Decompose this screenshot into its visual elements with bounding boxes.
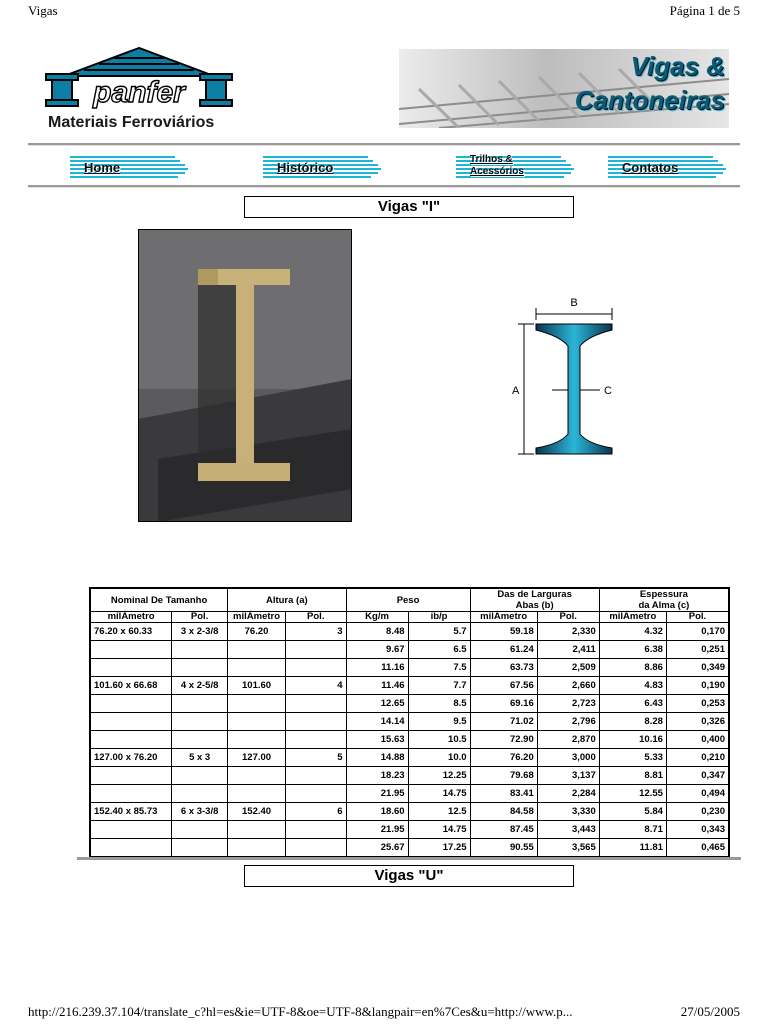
table-cell: 59.18 — [470, 623, 537, 641]
table-cell: 9.5 — [408, 713, 470, 731]
table-cell: 21.95 — [346, 785, 408, 803]
col-group-nominal: Nominal De Tamanho — [90, 588, 228, 612]
table-cell: 0,170 — [666, 623, 729, 641]
table-cell: 101.60 x 66.68 — [90, 677, 172, 695]
table-cell: 4 — [285, 677, 346, 695]
nav-contatos-label[interactable]: Contatos — [622, 160, 679, 175]
table-cell: 8.86 — [599, 659, 666, 677]
table-cell: 21.95 — [346, 821, 408, 839]
table-cell — [228, 713, 286, 731]
table-row — [90, 749, 729, 767]
table-cell — [285, 695, 346, 713]
table-cell: 0,253 — [666, 695, 729, 713]
table-subheader-cell: milÂmetro — [228, 612, 286, 623]
table-cell — [228, 695, 286, 713]
table-cell: 5.33 — [599, 749, 666, 767]
table-cell: 3,000 — [537, 749, 599, 767]
table-row — [90, 767, 729, 785]
table-cell — [172, 839, 228, 858]
table-cell: 0,210 — [666, 749, 729, 767]
print-header-page: Página 1 de 5 — [669, 3, 740, 18]
nav-home-button[interactable] — [70, 154, 188, 180]
table-cell: 5 x 3 — [172, 749, 228, 767]
table-cell — [285, 641, 346, 659]
table-cell: 3 — [285, 623, 346, 641]
table-cell — [285, 659, 346, 677]
nav-historico-button[interactable] — [263, 154, 381, 180]
i-beam-photo — [138, 229, 352, 522]
table-cell: 6 — [285, 803, 346, 821]
table-cell: 10.0 — [408, 749, 470, 767]
table-row — [90, 839, 729, 858]
table-cell: 12.65 — [346, 695, 408, 713]
table-body — [90, 623, 729, 858]
table-cell: 3,565 — [537, 839, 599, 858]
table-cell: 17.25 — [408, 839, 470, 858]
table-cell: 3,330 — [537, 803, 599, 821]
table-cell: 127.00 — [228, 749, 286, 767]
table-subheader-cell: Pol. — [285, 612, 346, 623]
table-subheader-cell: milÂmetro — [599, 612, 666, 623]
table-cell: 12.25 — [408, 767, 470, 785]
table-cell: 76.20 — [228, 623, 286, 641]
table-cell: 7.5 — [408, 659, 470, 677]
table-cell: 152.40 — [228, 803, 286, 821]
table-cell — [285, 713, 346, 731]
table-cell — [90, 731, 172, 749]
table-cell: 87.45 — [470, 821, 537, 839]
table-cell: 5.84 — [599, 803, 666, 821]
banner-title-line1: Vigas & — [630, 51, 725, 81]
table-cell: 0,251 — [666, 641, 729, 659]
table-cell: 12.55 — [599, 785, 666, 803]
table-subheader-cell: ib/p — [408, 612, 470, 623]
col-group-peso: Peso — [346, 588, 470, 612]
header-banner — [399, 49, 729, 128]
table-cell — [285, 767, 346, 785]
table-cell — [228, 785, 286, 803]
table-cell: 11.46 — [346, 677, 408, 695]
table-bottom-rule — [77, 857, 741, 860]
table-cell: 2,723 — [537, 695, 599, 713]
table-cell — [228, 821, 286, 839]
table-cell: 11.81 — [599, 839, 666, 858]
table-cell: 7.7 — [408, 677, 470, 695]
table-cell — [172, 767, 228, 785]
col-group-espessura-alma-line2: da Alma (c) — [638, 600, 690, 611]
table-cell: 11.16 — [346, 659, 408, 677]
table-cell: 0,400 — [666, 731, 729, 749]
table-cell — [90, 713, 172, 731]
table-cell: 61.24 — [470, 641, 537, 659]
table-cell: 14.75 — [408, 821, 470, 839]
table-cell: 25.67 — [346, 839, 408, 858]
table-cell: 9.67 — [346, 641, 408, 659]
table-cell: 2,509 — [537, 659, 599, 677]
print-header — [0, 0, 768, 22]
table-cell: 76.20 — [470, 749, 537, 767]
table-subheader-cell: Kg/m — [346, 612, 408, 623]
table-cell: 8.48 — [346, 623, 408, 641]
table-cell — [90, 821, 172, 839]
print-footer-date: 27/05/2005 — [680, 1004, 740, 1019]
table-subheader-cell: Pol. — [172, 612, 228, 623]
table-cell: 0,190 — [666, 677, 729, 695]
vigas-i-table — [89, 587, 730, 858]
table-cell: 0,494 — [666, 785, 729, 803]
table-cell: 8.71 — [599, 821, 666, 839]
table-cell: 79.68 — [470, 767, 537, 785]
table-cell: 71.02 — [470, 713, 537, 731]
table-row — [90, 659, 729, 677]
nav-home-label[interactable]: Home — [84, 160, 121, 175]
table-cell — [228, 839, 286, 858]
section-title-vigas-u: Vigas "U" — [244, 865, 574, 887]
table-cell: 15.63 — [346, 731, 408, 749]
table-cell: 8.28 — [599, 713, 666, 731]
col-group-largura-abas-line1: Das de Larguras — [497, 589, 572, 600]
table-cell: 76.20 x 60.33 — [90, 623, 172, 641]
i-beam-diagram — [508, 290, 638, 460]
table-cell: 63.73 — [470, 659, 537, 677]
table-row — [90, 695, 729, 713]
table-cell: 18.23 — [346, 767, 408, 785]
print-footer — [0, 1000, 768, 1024]
table-cell: 2,284 — [537, 785, 599, 803]
table-cell — [172, 641, 228, 659]
table-row — [90, 713, 729, 731]
table-cell: 0,465 — [666, 839, 729, 858]
table-subheader-cell: milÂmetro — [470, 612, 537, 623]
logo-rail-icon — [44, 46, 234, 114]
logo-subtitle: Materiais Ferroviários — [48, 114, 215, 131]
table-row — [90, 731, 729, 749]
table-cell — [285, 839, 346, 858]
table-row — [90, 785, 729, 803]
nav-trilhos-label[interactable] — [470, 154, 524, 178]
table-cell — [90, 839, 172, 858]
dimension-label-c: C — [604, 385, 612, 397]
table-cell: 6.5 — [408, 641, 470, 659]
table-cell — [172, 821, 228, 839]
table-cell: 4.83 — [599, 677, 666, 695]
table-cell: 5.7 — [408, 623, 470, 641]
table-cell: 0,349 — [666, 659, 729, 677]
table-cell — [90, 767, 172, 785]
col-group-largura-abas-line2: Abas (b) — [515, 600, 554, 611]
section-title-vigas-i: Vigas "I" — [244, 196, 574, 218]
table-cell: 4.32 — [599, 623, 666, 641]
table-cell — [285, 821, 346, 839]
table-cell: 0,326 — [666, 713, 729, 731]
table-row — [90, 821, 729, 839]
banner-title-line2: Cantoneiras — [574, 85, 725, 115]
table-cell: 2,660 — [537, 677, 599, 695]
table-cell — [228, 731, 286, 749]
table-cell: 90.55 — [470, 839, 537, 858]
table-cell: 6.43 — [599, 695, 666, 713]
table-cell: 84.58 — [470, 803, 537, 821]
nav-trilhos-button[interactable] — [456, 154, 574, 180]
table-cell: 69.16 — [470, 695, 537, 713]
table-cell: 2,330 — [537, 623, 599, 641]
table-cell: 14.75 — [408, 785, 470, 803]
panfer-logo[interactable] — [44, 46, 234, 138]
table-cell — [228, 659, 286, 677]
table-cell: 12.5 — [408, 803, 470, 821]
table-row — [90, 677, 729, 695]
table-cell: 4 x 2-5/8 — [172, 677, 228, 695]
table-cell: 2,796 — [537, 713, 599, 731]
table-group-header-row — [90, 588, 729, 612]
table-cell — [90, 695, 172, 713]
table-cell — [172, 731, 228, 749]
print-header-title: Vigas — [28, 3, 58, 18]
nav-contatos-button[interactable] — [608, 154, 726, 180]
table-subheader-cell: Pol. — [666, 612, 729, 623]
table-cell: 5 — [285, 749, 346, 767]
table-cell: 3 x 2-3/8 — [172, 623, 228, 641]
table-cell: 101.60 — [228, 677, 286, 695]
table-subheader-cell: milÂmetro — [90, 612, 172, 623]
col-group-largura-abas — [470, 588, 599, 612]
nav-bottom-rule — [28, 185, 740, 188]
table-cell: 14.14 — [346, 713, 408, 731]
table-cell: 83.41 — [470, 785, 537, 803]
table-cell: 10.5 — [408, 731, 470, 749]
table-cell: 6 x 3-3/8 — [172, 803, 228, 821]
table-cell: 8.81 — [599, 767, 666, 785]
table-cell: 3,137 — [537, 767, 599, 785]
table-cell — [172, 713, 228, 731]
col-group-espessura-alma-line1: Espessura — [639, 589, 688, 600]
table-cell: 18.60 — [346, 803, 408, 821]
table-subheader-row — [90, 612, 729, 623]
table-cell: 2,870 — [537, 731, 599, 749]
table-cell: 14.88 — [346, 749, 408, 767]
table-cell — [228, 767, 286, 785]
table-cell: 3,443 — [537, 821, 599, 839]
table-cell: 0,343 — [666, 821, 729, 839]
table-cell — [90, 641, 172, 659]
col-group-altura: Altura (a) — [228, 588, 346, 612]
table-row — [90, 641, 729, 659]
nav-trilhos-label-line2[interactable]: Acessórios — [470, 166, 524, 177]
nav-trilhos-label-line1[interactable]: Trilhos & — [470, 154, 513, 165]
table-cell — [228, 641, 286, 659]
table-cell: 67.56 — [470, 677, 537, 695]
table-cell: 0,230 — [666, 803, 729, 821]
table-cell — [172, 695, 228, 713]
table-cell: 8.5 — [408, 695, 470, 713]
table-cell — [285, 731, 346, 749]
table-cell — [172, 659, 228, 677]
table-cell: 6.38 — [599, 641, 666, 659]
print-footer-url: http://216.239.37.104/translate_c?hl=es&ie=UTF-8&oe=UTF-8&langpair=en%7Ces&u=http://www.p... — [28, 1004, 573, 1019]
dimension-label-b: B — [570, 297, 578, 309]
table-cell — [285, 785, 346, 803]
table-cell: 152.40 x 85.73 — [90, 803, 172, 821]
table-cell — [172, 785, 228, 803]
table-cell: 0,347 — [666, 767, 729, 785]
table-cell — [90, 659, 172, 677]
table-subheader-cell: Pol. — [537, 612, 599, 623]
table-row — [90, 803, 729, 821]
dimension-label-a: A — [512, 385, 520, 397]
table-cell: 127.00 x 76.20 — [90, 749, 172, 767]
logo-wordmark: panfer — [93, 76, 185, 109]
table-cell: 10.16 — [599, 731, 666, 749]
nav-top-rule — [28, 143, 740, 146]
table-row — [90, 623, 729, 641]
col-group-espessura-alma — [599, 588, 729, 612]
table-cell — [90, 785, 172, 803]
table-cell: 72.90 — [470, 731, 537, 749]
table-cell: 2,411 — [537, 641, 599, 659]
nav-historico-label[interactable]: Histórico — [277, 160, 334, 175]
